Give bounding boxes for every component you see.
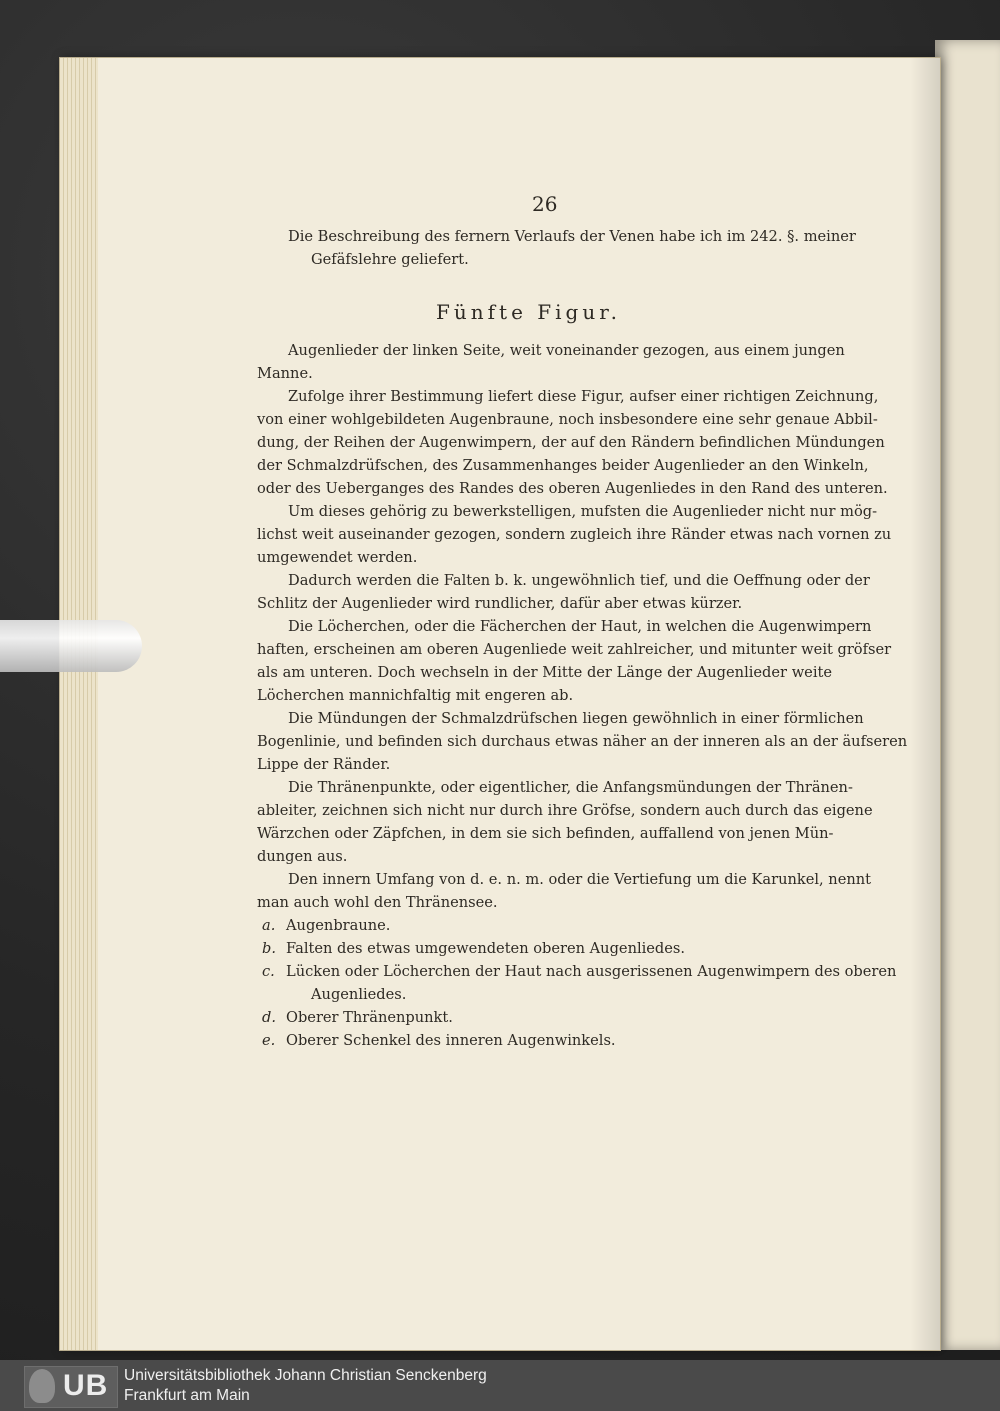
legend-text: Augenbraune.: [286, 917, 391, 934]
text-line: Schlitz der Augenlieder wird rundlicher, dafür aber etwas kürzer.: [257, 595, 743, 612]
legend-text: Falten des etwas umgewendeten oberen Augenliedes.: [286, 940, 686, 957]
legend-text: Augenliedes.: [311, 986, 407, 1003]
text-line: ableiter, zeichnen sich nicht nur durch ihre Gröfse, sondern auch durch das eigene: [257, 802, 873, 819]
text-line: oder des Ueberganges des Randes des oberen Augenliedes in den Rand des unteren.: [257, 480, 888, 497]
text-line: Die Mündungen der Schmalzdrüfschen liegen gewöhnlich in einer förmlichen: [288, 710, 864, 727]
text-line: dung, der Reihen der Augenwimpern, der auf den Rändern befindlichen Mündungen: [257, 434, 885, 451]
legend-text: Lücken oder Löcherchen der Haut nach ausgerissenen Augenwimpern des oberen: [286, 963, 897, 980]
portrait-icon: [29, 1369, 55, 1403]
section-heading: Fünfte Figur.: [436, 300, 621, 324]
text-line: haften, erscheinen am oberen Augenliede weit zahlreicher, und mitunter weit gröfser: [257, 641, 892, 658]
intro-line-1: Die Beschreibung des fernern Verlaufs der Venen habe ich im 242. §. meiner: [288, 228, 856, 245]
text-line: Wärzchen oder Zäpfchen, in dem sie sich befinden, auffallend von jenen Mün-: [257, 825, 834, 842]
text-line: der Schmalzdrüfschen, des Zusammenhanges beider Augenlieder an den Winkeln,: [257, 457, 869, 474]
text-line: Die Löcherchen, oder die Fächerchen der Haut, in welchen die Augenwimpern: [288, 618, 872, 635]
text-line: Bogenlinie, und befinden sich durchaus etwas näher an der inneren als an der äufseren: [257, 733, 908, 750]
page-weight: [0, 620, 142, 672]
text-line: Dadurch werden die Falten b. k. ungewöhnlich tief, und die Oeffnung oder der: [288, 572, 870, 589]
legend-key: a.: [262, 917, 276, 934]
text-line: Löcherchen mannichfaltig mit engeren ab.: [257, 687, 574, 704]
text-line: lichst weit auseinander gezogen, sondern zugleich ihre Ränder etwas nach vornen zu: [257, 526, 892, 543]
library-city: Frankfurt am Main: [124, 1387, 250, 1404]
footer-bar: [0, 1360, 1000, 1411]
text-line: Zufolge ihrer Bestimmung liefert diese Figur, aufser einer richtigen Zeichnung,: [288, 388, 879, 405]
text-line: dungen aus.: [257, 848, 348, 865]
library-name[interactable]: Universitätsbibliothek Johann Christian Senckenberg: [124, 1367, 487, 1384]
text-line: Manne.: [257, 365, 313, 382]
legend-text: Oberer Schenkel des inneren Augenwinkels.: [286, 1032, 616, 1049]
intro-line-2: Gefäfslehre geliefert.: [311, 251, 469, 268]
facing-page-edge: [935, 40, 1000, 1350]
legend-key: d.: [262, 1009, 276, 1026]
page-number: 26: [532, 192, 558, 216]
legend-key: e.: [262, 1032, 276, 1049]
text-line: als am unteren. Doch wechseln in der Mitte der Länge der Augenlieder weite: [257, 664, 832, 681]
logo-text: UB: [63, 1369, 109, 1402]
legend-text: Oberer Thränenpunkt.: [286, 1009, 453, 1026]
legend-key: c.: [262, 963, 275, 980]
text-line: Die Thränenpunkte, oder eigentlicher, die Anfangsmündungen der Thränen-: [288, 779, 853, 796]
text-line: umgewendet werden.: [257, 549, 418, 566]
text-line: von einer wohlgebildeten Augenbraune, noch insbesondere eine sehr genaue Abbil-: [257, 411, 878, 428]
text-line: man auch wohl den Thränensee.: [257, 894, 498, 911]
text-line: Augenlieder der linken Seite, weit voneinander gezogen, aus einem jungen: [288, 342, 845, 359]
text-line: Um dieses gehörig zu bewerkstelligen, mufsten die Augenlieder nicht nur mög-: [288, 503, 878, 520]
ub-logo[interactable]: [24, 1366, 118, 1408]
text-line: Lippe der Ränder.: [257, 756, 391, 773]
text-line: Den innern Umfang von d. e. n. m. oder die Vertiefung um die Karunkel, nennt: [288, 871, 871, 888]
legend-key: b.: [262, 940, 276, 957]
